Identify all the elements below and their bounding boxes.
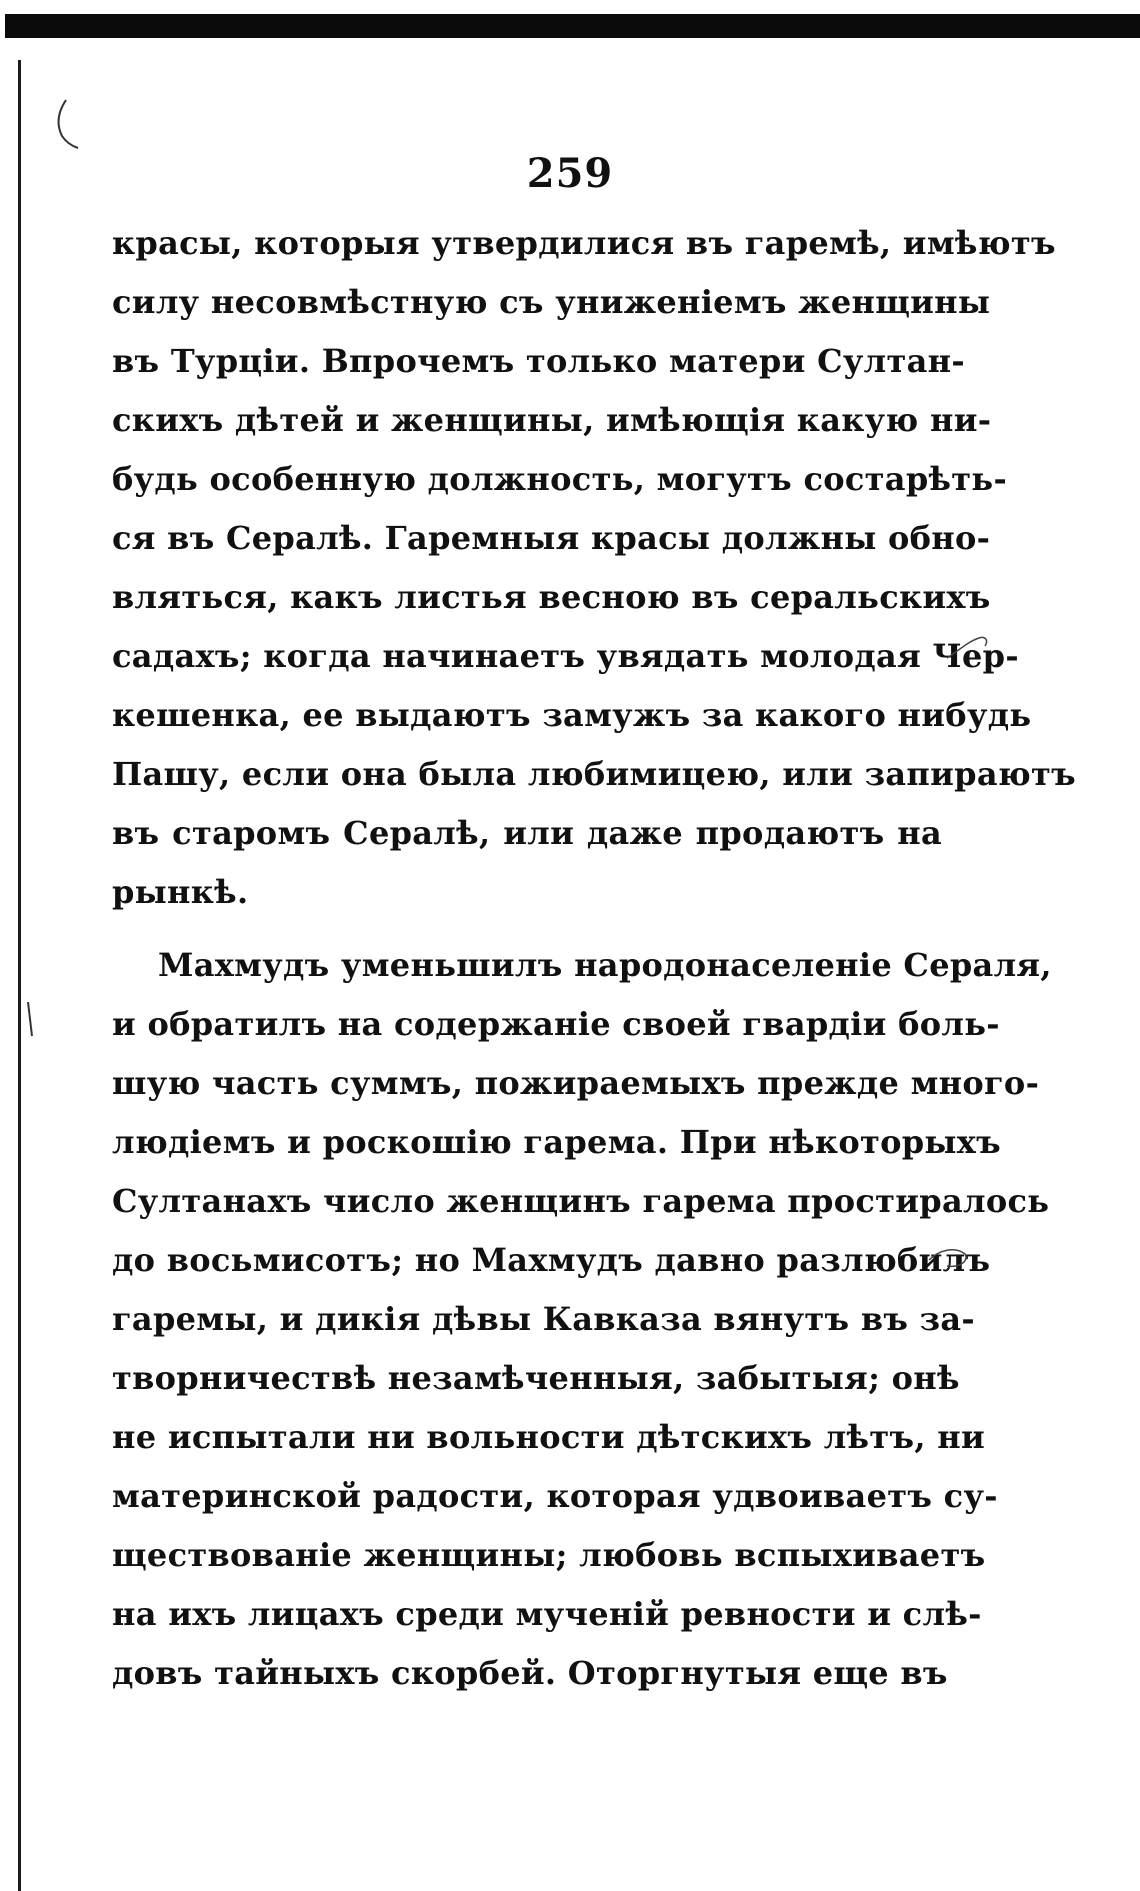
text-line: въ старомъ Сералѣ, или даже продаютъ на [112, 814, 942, 852]
text-line: Султанахъ число женщинъ гарема простиралось [112, 1182, 1050, 1220]
text-line: шую часть суммъ, пожираемыхъ прежде много- [112, 1064, 1040, 1102]
text-line: ся въ Сералѣ. Гаремныя красы должны обно- [112, 519, 991, 557]
text-line: на ихъ лицахъ среди мученій ревности и слѣ- [112, 1595, 982, 1633]
text-line: силу несовмѣстную съ униженіемъ женщины [112, 283, 991, 321]
body-text [112, 214, 1076, 1703]
text-line: до восьмисотъ; но Махмудъ давно разлюбилъ [112, 1241, 991, 1279]
text-line: скихъ дѣтей и женщины, имѣющія какую ни- [112, 401, 992, 439]
text-line: красы, которыя утвердилися въ гаремѣ, имѣютъ [112, 224, 1056, 262]
margin-tick-mark [24, 1000, 44, 1040]
text-line: людіемъ и роскошію гарема. При нѣкоторыхъ [112, 1123, 1002, 1161]
text-line: материнской радости, которая удвоиваетъ су- [112, 1477, 998, 1515]
text-line: гаремы, и дикія дѣвы Кавказа вянутъ въ за- [112, 1300, 975, 1338]
pencil-mark [52, 96, 82, 156]
text-line: не испытали ни вольности дѣтскихъ лѣтъ, ни [112, 1418, 985, 1456]
text-line: Пашу, если она была любимицею, или запираютъ [112, 755, 1076, 793]
text-line: рынкѣ. [112, 873, 249, 911]
text-line: вляться, какъ листья весною въ серальскихъ [112, 578, 991, 616]
text-line: будь особенную должность, могутъ состарѣть- [112, 460, 1008, 498]
text-line: кешенка, ее выдаютъ замужъ за какого нибудь [112, 696, 1032, 734]
text-line: въ Турціи. Впрочемъ только матери Султан- [112, 342, 965, 380]
text-line: и обратилъ на содержаніе своей гвардіи боль- [112, 1005, 1000, 1043]
page-number: 259 [526, 150, 614, 197]
text-line: ществованіе женщины; любовь вспыхиваетъ [112, 1536, 986, 1574]
text-line: Махмудъ уменьшилъ народонаселеніе Сераля, [158, 946, 1052, 984]
text-line: довъ тайныхъ скорбей. Оторгнутыя еще въ [112, 1654, 948, 1692]
text-line: творничествѣ незамѣченныя, забытыя; онѣ [112, 1359, 960, 1397]
margin-scribble-mark [925, 1240, 975, 1280]
scan-left-edge [18, 60, 21, 1891]
text-line: садахъ; когда начинаетъ увядать молодая Чер- [112, 637, 1019, 675]
scan-top-border [5, 14, 1140, 38]
margin-scribble-mark [945, 628, 995, 668]
